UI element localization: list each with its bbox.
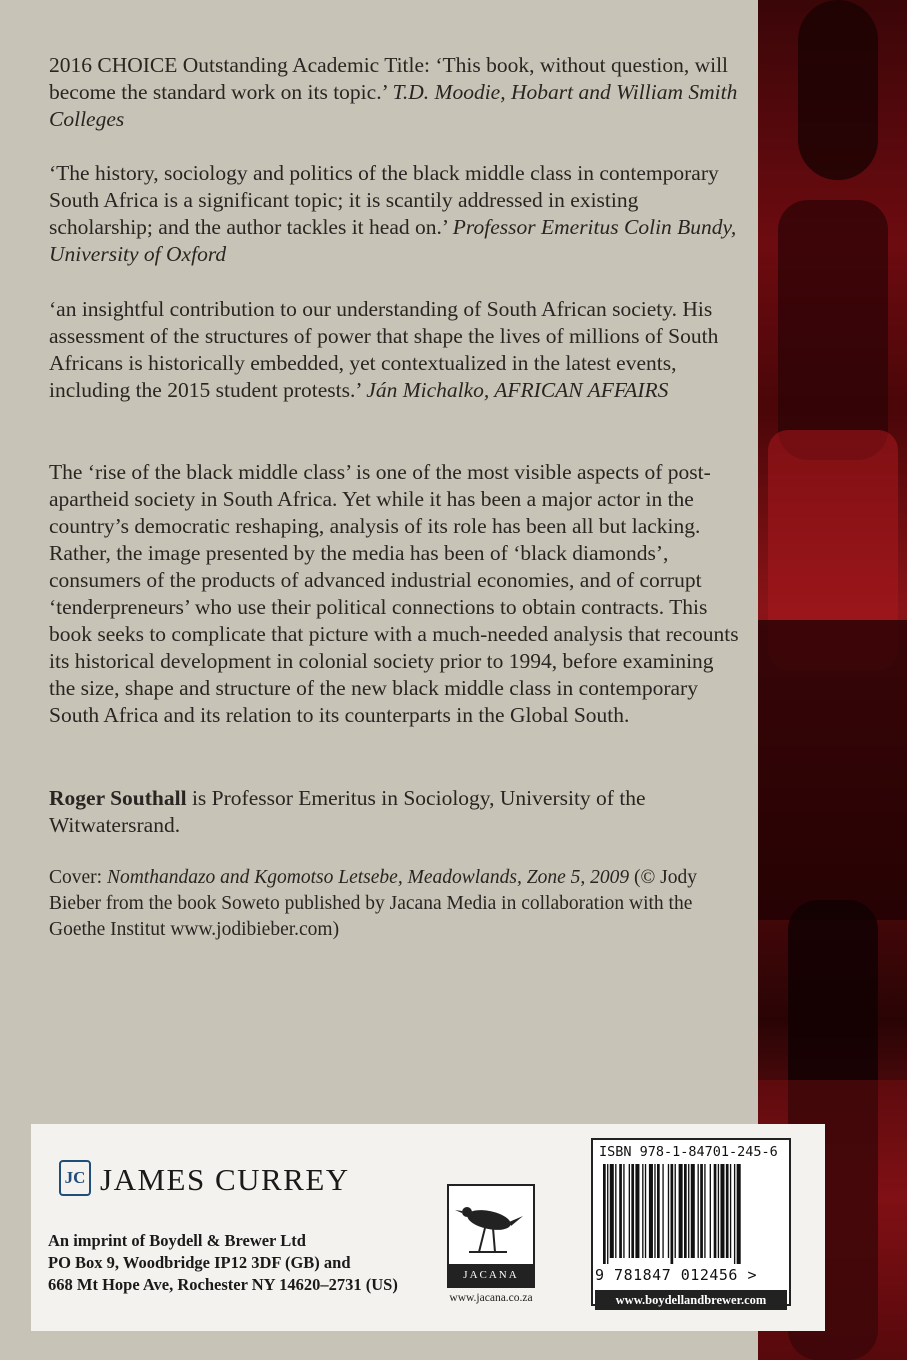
review-quote: ‘The history, sociology and politics of the black middle class in contemporary South Africa is a significant topic; it is scantily addressed in existing scholarship; and the author tackles it head on.’ xyxy=(49,161,719,239)
cover-credit xyxy=(49,865,739,943)
address-line: PO Box 9, Woodbridge IP12 3DF (GB) and xyxy=(48,1253,351,1272)
review-quote: 2016 CHOICE Outstanding Academic Title: ‘This book, without question, will become the standard work on its topic.’ xyxy=(49,53,729,104)
review-bundy xyxy=(49,160,739,268)
address-line: 668 Mt Hope Ave, Rochester NY 14620–2731 (US) xyxy=(48,1275,398,1294)
james-currey-logo-icon xyxy=(59,1160,91,1196)
jacana-bird-icon xyxy=(449,1186,533,1264)
review-quote: ‘an insightful contribution to our understanding of South African society. His assessment of the structures of power that shape the lives of millions of South Africans is historically embedded, yet contextualized in the latest events, including the 2015 student protests.’ xyxy=(49,297,719,402)
publisher-name: JAMES CURREY xyxy=(100,1162,350,1197)
review-choice xyxy=(49,52,739,133)
barcode-icon xyxy=(603,1164,781,1264)
author-bio xyxy=(49,785,739,839)
jacana-logo-text: JACANA xyxy=(449,1264,533,1286)
review-michalko xyxy=(49,296,739,404)
book-blurb: The ‘rise of the black middle class’ is one of the most visible aspects of post-apartheid society in South Africa. Yet while it has been a major actor in the country’s democratic reshaping, analysis of its role has been all but lacking. Rather, the image presented by the media has been of ‘black diamonds’, consumers of the products of advanced industrial economies, and of corrupt ‘tenderpreneurs’ who use their political connections to obtain contracts. This book seeks to complicate that picture with a much-needed analysis that recounts its historical development in colonial society prior to 1994, before examining the size, shape and structure of the new black middle class in contemporary South Africa and its relation to its counterparts in the Global South. xyxy=(49,460,739,727)
isbn-label: ISBN 978-1-84701-245-6 xyxy=(599,1144,778,1160)
jacana-logo-icon xyxy=(447,1184,535,1288)
author-description: is Professor Emeritus in Sociology, University of the Witwatersrand. xyxy=(49,786,646,837)
isbn-barcode xyxy=(591,1138,791,1306)
logo-text: JC xyxy=(64,1168,86,1187)
publisher-address xyxy=(48,1230,398,1296)
review-attribution: Ján Michalko, AFRICAN AFFAIRS xyxy=(366,378,669,402)
barcode-digits: 9 781847 012456 > xyxy=(595,1266,758,1284)
cover-credit-prefix: Cover: xyxy=(49,867,107,888)
boydell-url: www.boydellandbrewer.com xyxy=(595,1290,787,1310)
review-attribution: Professor Emeritus Colin Bundy, University of Oxford xyxy=(49,215,737,266)
jacana-url: www.jacana.co.za xyxy=(449,1292,533,1304)
review-attribution: T.D. Moodie, Hobart and William Smith Colleges xyxy=(49,80,738,131)
author-name: Roger Southall xyxy=(49,786,187,810)
cover-credit-source: (© Jody Bieber from the book Soweto published by Jacana Media in collaboration with the Goethe Institut www.jodibieber.com) xyxy=(49,867,698,940)
cover-photo-title: Nomthandazo and Kgomotso Letsebe, Meadowlands, Zone 5, 2009 xyxy=(106,867,630,888)
address-line: An imprint of Boydell & Brewer Ltd xyxy=(48,1231,306,1250)
publisher-panel xyxy=(31,1124,825,1331)
